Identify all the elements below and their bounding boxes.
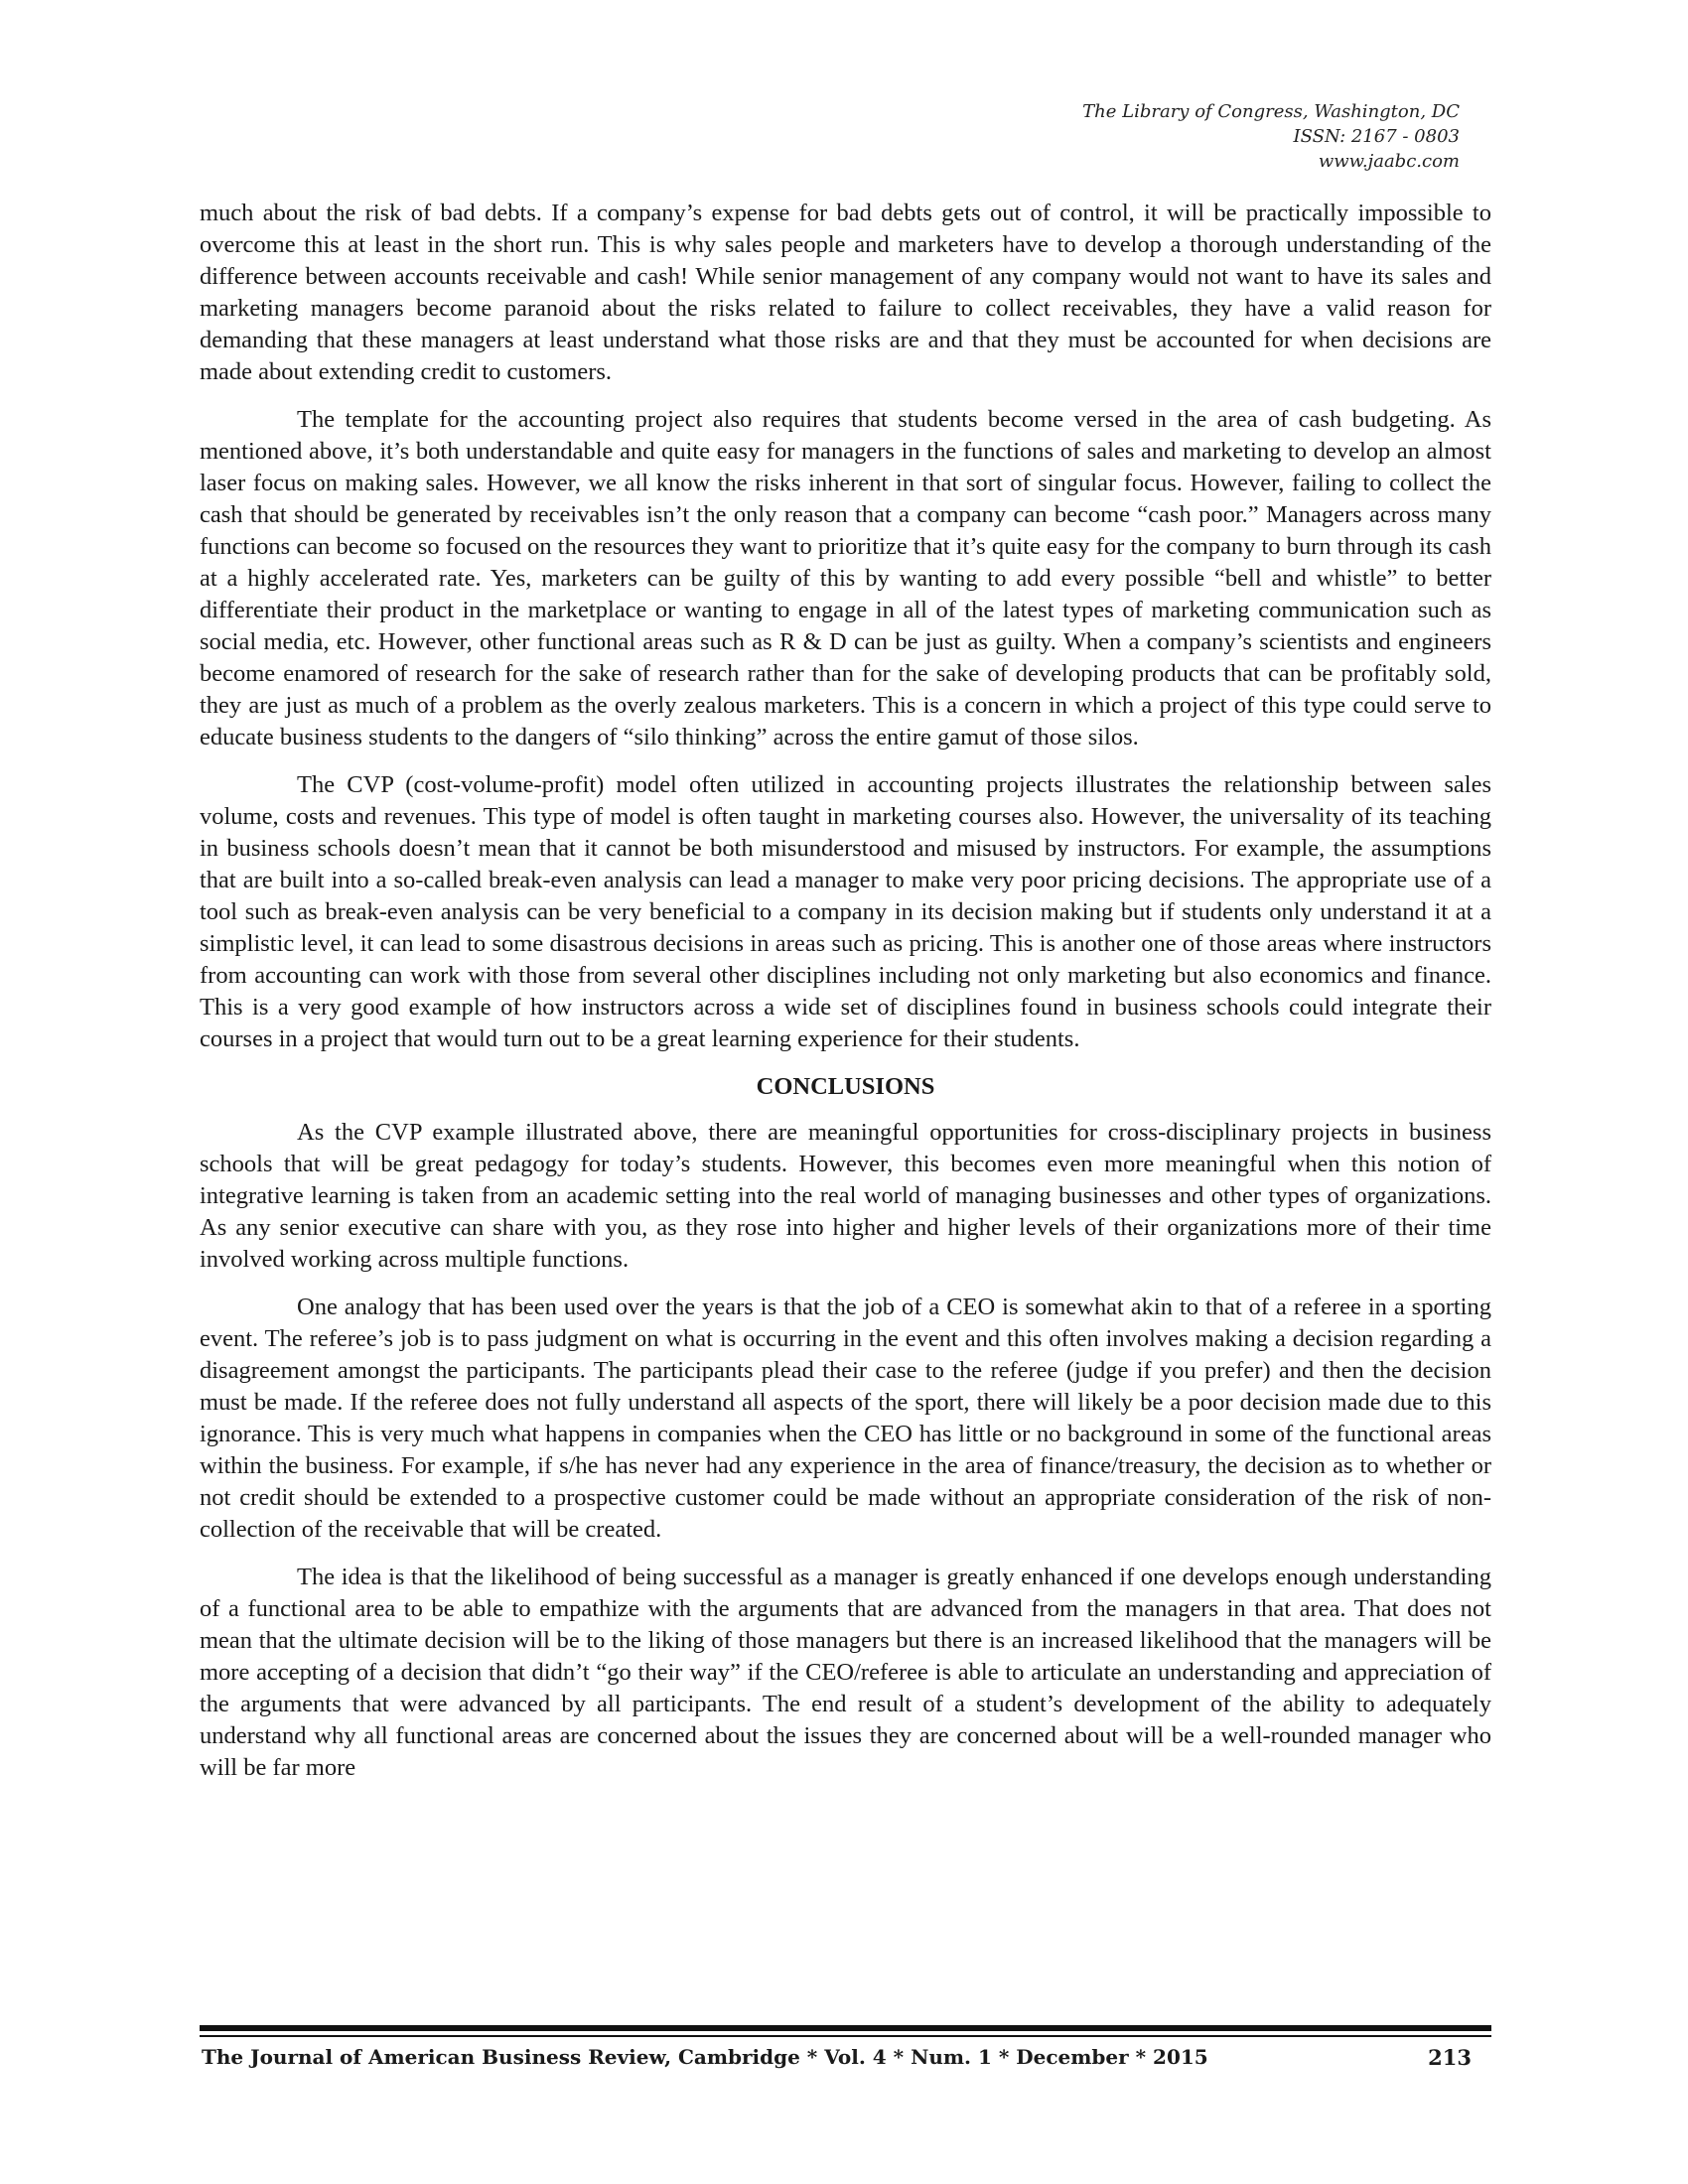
- running-header: [1082, 99, 1460, 174]
- footer-divider-thin: [200, 2035, 1491, 2037]
- paragraph-empathize: The idea is that the likelihood of being successful as a manager is greatly enhanced if one develops enough understanding of a functional area to be able to empathize with the arguments that are advanced from the managers in that area. That does not mean that the ultimate decision will be to the liking of those managers but there is an increased likelihood that the managers will be more accepting of a decision that didn’t “go their way” if the CEO/referee is able to articulate an understanding and appreciation of the arguments that were advanced by all participants. The end result of a student’s development of the ability to adequately understand why all functional areas are concerned about the issues they are concerned about will be a well-rounded manager who will be far more: [200, 1564, 1491, 1781]
- header-issn: ISSN: 2167 - 0803: [1293, 126, 1460, 147]
- footer-divider-thick: [200, 2025, 1491, 2031]
- paragraph-cross-disciplinary: As the CVP example illustrated above, there are meaningful opportunities for cross-disciplinary projects in business schools that will be great pedagogy for today’s students. However, this becomes even more meaningful when this notion of integrative learning is taken from an academic setting into the real world of managing businesses and other types of organizations. As any senior executive can share with you, as they rose into higher and higher levels of their organizations more of their time involved working across multiple functions.: [200, 1119, 1491, 1273]
- section-heading-conclusions: CONCLUSIONS: [756, 1073, 935, 1100]
- paragraph-referee-analogy: One analogy that has been used over the years is that the job of a CEO is somewhat akin to that of a referee in a sporting event. The referee’s job is to pass judgment on what is occurring in the event and this often involves making a decision regarding a disagreement amongst the participants. The participants plead their case to the referee (judge if you prefer) and then the decision must be made. If the referee does not fully understand all aspects of the sport, there will likely be a poor decision made due to this ignorance. This is very much what happens in companies when the CEO has little or no background in some of the functional areas within the business. For example, if s/he has never had any experience in the area of finance/treasury, the decision as to whether or not credit should be extended to a prospective customer could be made without an appropriate consideration of the risk of non-collection of the receivable that will be created.: [200, 1294, 1491, 1543]
- article-body: [200, 198, 1491, 1800]
- running-footer: [200, 2045, 1491, 2070]
- paragraph-bad-debts: much about the risk of bad debts. If a company’s expense for bad debts gets out of control, it will be practically impossible to overcome this at least in the short run. This is why sales people and marketers have to develop a thorough understanding of the difference between accounts receivable and cash! While senior management of any company would not want to have its sales and marketing managers become paranoid about the risks related to failure to collect receivables, they have a valid reason for demanding that these managers at least understand what those risks are and that they must be accounted for when decisions are made about extending credit to customers.: [200, 200, 1491, 385]
- paragraph-cash-budgeting: The template for the accounting project also requires that students become versed in the area of cash budgeting. As mentioned above, it’s both understandable and quite easy for managers in the functions of sales and marketing to develop an almost laser focus on making sales. However, we all know the risks inherent in that sort of singular focus. However, failing to collect the cash that should be generated by receivables isn’t the only reason that a company can become “cash poor.” Managers across many functions can become so focused on the resources they want to prioritize that it’s quite easy for the company to burn through its cash at a highly accelerated rate. Yes, marketers can be guilty of this by wanting to add every possible “bell and whistle” to better differentiate their product in the marketplace or wanting to engage in all of the latest types of marketing communication such as social media, etc. However, other functional areas such as R & D can be just as guilty. When a company’s scientists and engineers become enamored of research for the sake of research rather than for the sake of developing products that can be profitably sold, they are just as much of a problem as the overly zealous marketers. This is a concern in which a project of this type could serve to educate business students to the dangers of “silo thinking” across the entire gamut of those silos.: [200, 406, 1491, 751]
- footer-journal-citation: The Journal of American Business Review, Cambridge * Vol. 4 * Num. 1 * December * 2015: [202, 2045, 1208, 2069]
- header-library: The Library of Congress, Washington, DC: [1082, 101, 1460, 122]
- page-number: 213: [1428, 2045, 1472, 2070]
- paragraph-cvp-model: The CVP (cost-volume-profit) model often utilized in accounting projects illustrates the relationship between sales volume, costs and revenues. This type of model is often taught in marketing courses also. However, the universality of its teaching in business schools doesn’t mean that it cannot be both misunderstood and misused by instructors. For example, the assumptions that are built into a so-called break-even analysis can lead a manager to make very poor pricing decisions. The appropriate use of a tool such as break-even analysis can be very beneficial to a company in its decision making but if students only understand it at a simplistic level, it can lead to some disastrous decisions in areas such as pricing. This is another one of those areas where instructors from accounting can work with those from several other disciplines including not only marketing but also economics and finance. This is a very good example of how instructors across a wide set of disciplines found in business schools could integrate their courses in a project that would turn out to be a great learning experience for their students.: [200, 771, 1491, 1052]
- header-website: www.jaabc.com: [1318, 151, 1460, 172]
